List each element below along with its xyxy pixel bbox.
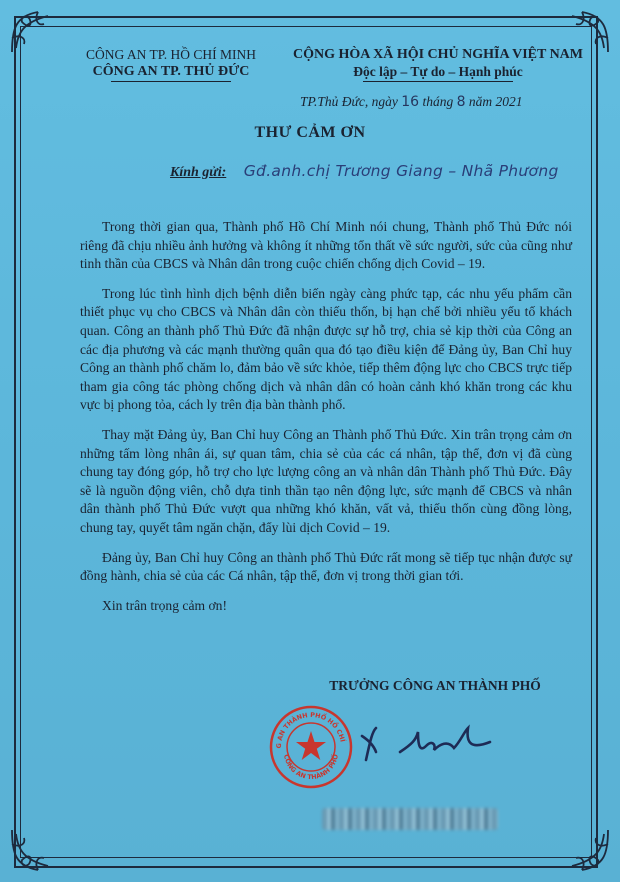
- document-title: THƯ CẢM ƠN: [254, 124, 366, 141]
- redacted-signer-name: [322, 808, 498, 830]
- parent-agency: CÔNG AN TP. HỒ CHÍ MINH: [85, 47, 256, 62]
- issuing-agency-header: [66, 46, 276, 82]
- year-label: năm 2021: [465, 94, 523, 109]
- letter-body: [80, 218, 572, 626]
- date-line: [300, 94, 590, 110]
- signature-icon: [360, 722, 500, 768]
- date-day: 16: [401, 94, 420, 110]
- svg-text:CÔNG AN THÀNH PHỐ: CÔNG AN THÀNH PHỐ: [282, 753, 340, 782]
- paragraph: Trong thời gian qua, Thành phố Hồ Chí Minh nói chung, Thành phố Thủ Đức nói riêng đã chịu nhiều ảnh hưởng và không ít những tổn thất về sức người, sức của cũng như tinh thần của CBCS và Nhân dân trong cuộc chiến chống dịch Covid – 19.: [80, 219, 572, 272]
- greeting-line: [170, 162, 559, 181]
- month-label: tháng: [419, 94, 457, 109]
- recipient-handwritten: Gđ.anh.chị Trương Giang – Nhã Phương: [243, 162, 559, 180]
- country-name: CỘNG HÒA XÃ HỘI CHỦ NGHĨA VIỆT NAM: [292, 47, 583, 62]
- date-month: 8: [456, 94, 466, 110]
- signer-title: TRƯỞNG CÔNG AN THÀNH PHỐ: [329, 678, 541, 693]
- svg-text:CÔNG AN THÀNH PHỐ HỒ CHÍ MINH: G AN THÀNH PHỐ HỒ CHÍ: [274, 710, 347, 749]
- issuing-agency: CÔNG AN TP. THỦ ĐỨC: [92, 64, 250, 79]
- paragraph: Trong lúc tình hình dịch bệnh diễn biến ngày càng phức tạp, các nhu yếu phẩm cần thiết phục vụ cho CBCS và Nhân dân còn thiếu thốn, bị hạn chế bởi nhiều yếu tố khách quan. Công an thành phố Thủ Đức đã nhận được sự hỗ trợ, chia sẻ kịp thời của Công an các địa phương và các mạnh thường quân qua đó tạo điều kiện để Đảng ủy, Ban Chỉ huy Công an thành phố chăm lo, đảm bảo về sức khỏe, tiếp thêm động lực cho CBCS trực tiếp tham gia công tác phòng chống dịch và nhân dân có hoàn cảnh khó khăn trong các khu vực bị phong tỏa, cách ly trên địa bàn thành phố.: [80, 285, 572, 413]
- national-motto-header: [278, 46, 598, 82]
- agency-underline: [111, 81, 231, 82]
- official-seal-icon: [268, 704, 354, 790]
- paragraph: Đảng ủy, Ban Chỉ huy Công an thành phố Thủ Đức rất mong sẽ tiếp tục nhận được sự đồng hành, chia sẻ của các Cá nhân, tập thể, đơn vị trong thời gian tới.: [80, 549, 572, 584]
- paragraph: Thay mặt Đảng ủy, Ban Chỉ huy Công an Thành phố Thủ Đức. Xin trân trọng cảm ơn những tấm lòng nhân ái, sự quan tâm, chia sẻ của các cá nhân, tập thể, đơn vị đã cùng chung tay đóng góp, hỗ trợ cho lực lượng công an và nhân dân Thành phố Thủ Đức. Đây sẽ là nguồn động viên, chỗ dựa tinh thần tạo nên động lực, sức mạnh để CBCS và nhân dân thành phố Thủ Đức vượt qua những khó khăn, vất vả, thiếu thốn cùng đồng lòng, chung tay, quyết tâm ngăn chặn, đẩy lùi dịch Covid – 19.: [80, 426, 572, 535]
- place-prefix: TP.Thủ Đức, ngày: [300, 94, 402, 109]
- motto-underline: [363, 81, 513, 82]
- corner-ornament-icon: [8, 8, 56, 56]
- greeting-label: Kính gửi:: [170, 165, 227, 180]
- paragraph: Xin trân trọng cảm ơn!: [102, 597, 227, 613]
- national-motto: Độc lập – Tự do – Hạnh phúc: [353, 64, 523, 79]
- corner-ornament-icon: [564, 826, 612, 874]
- corner-ornament-icon: [8, 826, 56, 874]
